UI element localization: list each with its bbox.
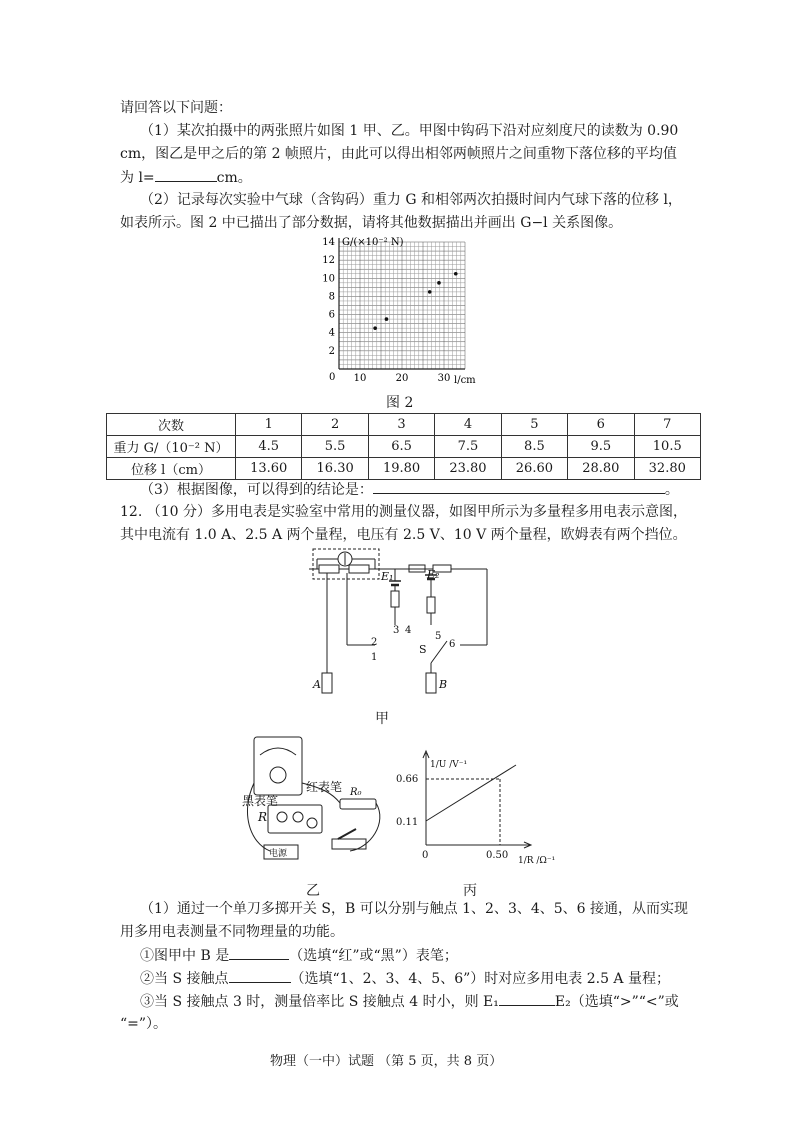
data-point xyxy=(454,272,458,276)
x-tick-label: 10 xyxy=(353,373,367,384)
y-tick-high: 0.66 xyxy=(396,774,419,785)
resistor-icon xyxy=(319,565,339,573)
q2-line2: 如表所示。图 2 中已描出了部分数据，请将其他数据描出并画出 G−l 关系图像。 xyxy=(120,215,623,231)
table-row xyxy=(107,458,701,480)
table-cell: 6 xyxy=(568,414,634,436)
red-probe-label: 红表笔 xyxy=(306,780,343,794)
data-point xyxy=(437,281,441,285)
figure-yi-caption: 乙 xyxy=(306,883,320,899)
q12-1-b-suffix: （选填“1、2、3、4、5、6”）时对应多用电表 2.5 A 量程； xyxy=(290,971,670,987)
q12-1-line2: 用多用电表测量不同物理量的功能。 xyxy=(120,924,344,940)
figure-jia-caption: 甲 xyxy=(375,711,389,727)
probe-a-label: A xyxy=(313,678,321,691)
q1-line2: cm，图乙是甲之后的第 2 帧照片，由此可以得出相邻两帧照片之间重物下落位移的平均值 xyxy=(120,146,677,162)
table-cell: 23.80 xyxy=(435,458,501,480)
q12-1-c xyxy=(140,991,679,1012)
q3-line xyxy=(140,479,679,500)
table-cell: 8.5 xyxy=(501,436,567,458)
q1-line3 xyxy=(120,167,252,188)
switch-lever xyxy=(338,829,356,839)
r-label: R xyxy=(258,810,268,824)
resistance-box-icon xyxy=(268,805,322,833)
meter-dial xyxy=(260,748,296,755)
q3-suffix: 。 xyxy=(664,482,679,498)
table-cell: 1 xyxy=(236,414,302,436)
x-tick-label: 20 xyxy=(395,373,409,384)
contact-4: 4 xyxy=(405,625,412,636)
table-cell: 5.5 xyxy=(302,436,368,458)
x-tick-mark: 0.50 xyxy=(486,850,509,861)
contact-6: 6 xyxy=(449,639,456,650)
rheostat-icon xyxy=(391,591,399,607)
wire xyxy=(350,803,380,851)
figure-2-caption: 图 2 xyxy=(386,395,414,411)
figure-bing-graph xyxy=(390,745,560,875)
q12-1-c-line2: “=”）。 xyxy=(120,1016,168,1032)
y-tick-low: 0.11 xyxy=(396,817,419,828)
table-cell: 5 xyxy=(501,414,567,436)
y-tick-label: 4 xyxy=(328,327,335,339)
switch-arm xyxy=(431,641,447,663)
table-cell: 13.60 xyxy=(236,458,302,480)
contact-1: 1 xyxy=(371,652,378,663)
table-cell: 19.80 xyxy=(368,458,434,480)
table-header-row xyxy=(107,414,701,436)
probe-b-icon xyxy=(426,673,436,693)
table-cell: 26.60 xyxy=(501,458,567,480)
q12-line1: 12. （10 分）多用电表是实验室中常用的测量仪器，如图甲所示为多量程多用电表示意图， xyxy=(120,504,687,520)
table-cell: 3 xyxy=(368,414,434,436)
data-point xyxy=(373,326,377,330)
table-cell: 7 xyxy=(634,414,700,436)
y-tick-label: 12 xyxy=(322,255,335,267)
y-axis-label: 1/U /V⁻¹ xyxy=(430,760,468,770)
figure-yi-setup xyxy=(240,733,390,873)
figure-jia-circuit xyxy=(305,545,505,705)
y-tick-label: 10 xyxy=(322,273,335,285)
page-footer: 物理（一中）试题 （第 5 页，共 8 页） xyxy=(270,1054,503,1069)
meter-dashed-box xyxy=(313,549,379,579)
dial-icon xyxy=(277,812,287,822)
answer-blank-probe-color[interactable] xyxy=(229,945,289,960)
table-row xyxy=(107,436,701,458)
table-cell: 位移 l（cm） xyxy=(107,458,236,480)
label-e2: E₂ xyxy=(427,568,440,581)
answer-blank-l[interactable] xyxy=(155,167,217,182)
y-tick-label: 2 xyxy=(328,345,335,357)
data-table xyxy=(106,413,701,480)
data-point xyxy=(385,317,389,321)
contact-2: 2 xyxy=(371,637,378,648)
probe-a-icon xyxy=(322,673,332,693)
table-cell: 6.5 xyxy=(368,436,434,458)
q3-prefix: （3）根据图像，可以得到的结论是： xyxy=(140,482,373,498)
table-cell: 10.5 xyxy=(634,436,700,458)
fit-line xyxy=(426,765,516,821)
y-tick-label: 14 xyxy=(322,237,335,248)
table-cell: 次数 xyxy=(107,414,236,436)
resistor-r0-icon xyxy=(340,799,376,809)
q12-1-a-prefix: ①图甲中 B 是 xyxy=(140,948,230,964)
figure-2-chart xyxy=(315,230,495,390)
q1-line1: （1）某次拍摄中的两张照片如图 1 甲、乙。甲图中钩码下沿对应刻度尺的读数为 0.90 xyxy=(140,123,679,139)
table-cell: 7.5 xyxy=(435,436,501,458)
multimeter-icon xyxy=(254,737,302,795)
meter-knob xyxy=(270,767,286,783)
contact-3: 3 xyxy=(393,625,400,636)
origin-label: 0 xyxy=(329,372,336,383)
y-tick-label: 8 xyxy=(328,291,335,303)
contact-5: 5 xyxy=(435,631,442,642)
table-cell: 重力 G/（10⁻² N） xyxy=(107,436,236,458)
rheostat-icon xyxy=(427,597,435,613)
q12-1-c-suffix: E₂（选填“>”“<”或 xyxy=(554,994,679,1010)
q12-1-a-suffix: （选填“红”或“黑”）表笔； xyxy=(289,948,458,964)
x-axis-label: 1/R /Ω⁻¹ xyxy=(518,856,556,866)
intro-text: 请回答以下问题： xyxy=(120,100,232,116)
label-e1: E₁ xyxy=(381,570,394,583)
y-axis-label: G/(×10⁻² N) xyxy=(342,237,404,248)
q1-line3-prefix: 为 l= xyxy=(120,170,155,186)
table-cell: 32.80 xyxy=(634,458,700,480)
dial-icon xyxy=(307,818,317,828)
table-cell: 4.5 xyxy=(236,436,302,458)
answer-blank-compare[interactable] xyxy=(499,991,555,1006)
answer-blank-contact[interactable] xyxy=(229,968,291,983)
q12-1-a xyxy=(140,945,458,966)
data-point xyxy=(428,290,432,294)
table-cell: 4 xyxy=(435,414,501,436)
figure-bing-caption: 丙 xyxy=(463,883,477,899)
table-cell: 16.30 xyxy=(302,458,368,480)
chart-grid xyxy=(339,242,465,369)
probe-b-label: B xyxy=(439,678,448,691)
table-cell: 28.80 xyxy=(568,458,634,480)
y-tick-label: 6 xyxy=(328,309,335,321)
dial-icon xyxy=(293,812,303,822)
table-cell: 9.5 xyxy=(568,436,634,458)
origin-label: 0 xyxy=(422,850,429,861)
q12-1-b-prefix: ②当 S 接触点 xyxy=(140,971,229,987)
x-tick-label: 30 xyxy=(437,373,451,384)
switch-label: S xyxy=(419,643,427,656)
table-cell: 2 xyxy=(302,414,368,436)
q12-line2: 其中电流有 1.0 A、2.5 A 两个量程，电压有 2.5 V、10 V 两个量程，欧姆表有两个挡位。 xyxy=(120,527,687,543)
x-axis-label: l/cm xyxy=(454,375,476,386)
q2-line1: （2）记录每次实验中气球（含钩码）重力 G 和相邻两次拍摄时间内气球下落的位移 l， xyxy=(140,192,682,208)
q12-1-b xyxy=(140,968,670,989)
black-probe-label: 黑表笔 xyxy=(242,794,279,808)
r0-label: R₀ xyxy=(350,787,362,798)
answer-blank-conclusion[interactable] xyxy=(373,479,665,494)
q12-1-line1: （1）通过一个单刀多掷开关 S，B 可以分别与触点 1、2、3、4、5、6 接通，从而实现 xyxy=(140,901,689,917)
q12-1-c-prefix: ③当 S 接触点 3 时，测量倍率比 S 接触点 4 时小，则 E₁ xyxy=(140,994,499,1010)
resistor-icon xyxy=(349,565,369,573)
q1-line3-suffix: cm。 xyxy=(216,170,252,186)
power-label: 电源 xyxy=(269,849,288,859)
